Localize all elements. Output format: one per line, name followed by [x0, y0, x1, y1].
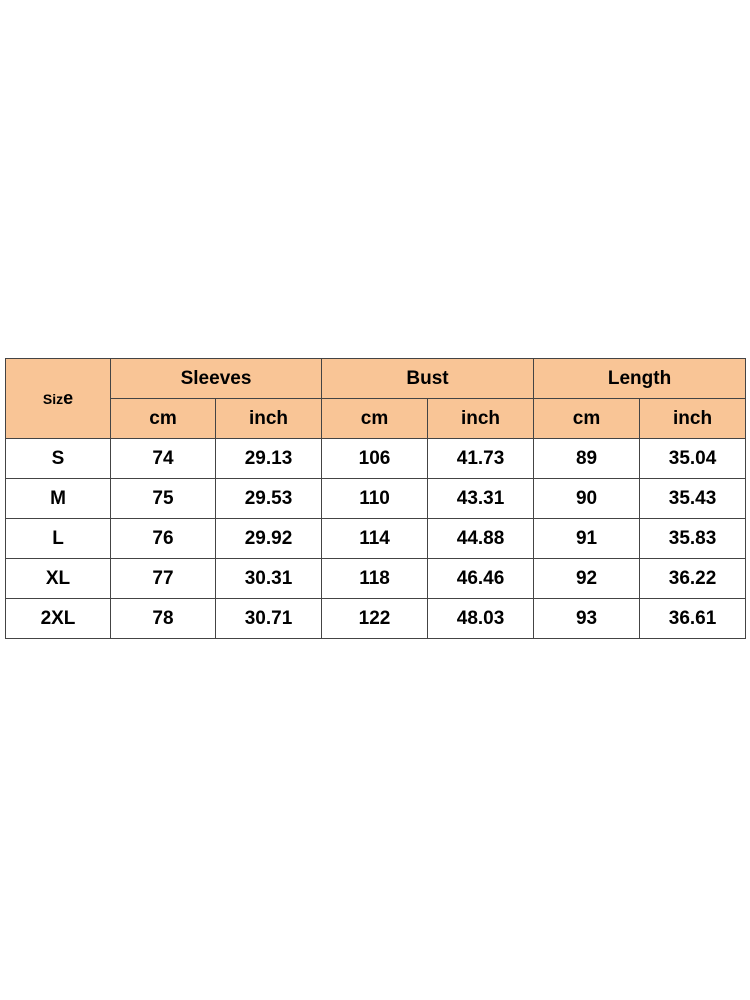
unit-header-sleeves-inch: inch	[216, 399, 322, 439]
size-cell: L	[6, 519, 111, 559]
length-inch-cell: 35.43	[640, 479, 746, 519]
table-body	[6, 439, 746, 639]
unit-header-length-inch: inch	[640, 399, 746, 439]
group-header-bust: Bust	[322, 359, 534, 399]
bust-cm-cell: 110	[322, 479, 428, 519]
bust-cm-cell: 106	[322, 439, 428, 479]
size-cell: 2XL	[6, 599, 111, 639]
table-row	[6, 519, 746, 559]
sleeves-inch-cell: 30.71	[216, 599, 322, 639]
bust-inch-cell: 44.88	[428, 519, 534, 559]
size-header-suffix: e	[63, 388, 74, 408]
bust-inch-cell: 46.46	[428, 559, 534, 599]
size-column-header	[6, 359, 111, 439]
sleeves-inch-cell: 29.92	[216, 519, 322, 559]
sleeves-cm-cell: 77	[111, 559, 216, 599]
length-cm-cell: 91	[534, 519, 640, 559]
length-cm-cell: 90	[534, 479, 640, 519]
sleeves-cm-cell: 75	[111, 479, 216, 519]
header-row-groups	[6, 359, 746, 399]
header-row-units	[6, 399, 746, 439]
unit-header-bust-cm: cm	[322, 399, 428, 439]
size-cell: XL	[6, 559, 111, 599]
length-inch-cell: 36.61	[640, 599, 746, 639]
table-row	[6, 559, 746, 599]
unit-header-sleeves-cm: cm	[111, 399, 216, 439]
bust-cm-cell: 118	[322, 559, 428, 599]
table-row	[6, 479, 746, 519]
size-cell: S	[6, 439, 111, 479]
length-inch-cell: 36.22	[640, 559, 746, 599]
length-cm-cell: 93	[534, 599, 640, 639]
table-header	[6, 359, 746, 439]
length-inch-cell: 35.04	[640, 439, 746, 479]
length-cm-cell: 92	[534, 559, 640, 599]
bust-cm-cell: 114	[322, 519, 428, 559]
sleeves-cm-cell: 74	[111, 439, 216, 479]
bust-inch-cell: 41.73	[428, 439, 534, 479]
sleeves-cm-cell: 78	[111, 599, 216, 639]
bust-cm-cell: 122	[322, 599, 428, 639]
group-header-length: Length	[534, 359, 746, 399]
size-chart-table	[5, 358, 746, 639]
unit-header-bust-inch: inch	[428, 399, 534, 439]
table-row	[6, 439, 746, 479]
group-header-sleeves: Sleeves	[111, 359, 322, 399]
bust-inch-cell: 48.03	[428, 599, 534, 639]
sleeves-cm-cell: 76	[111, 519, 216, 559]
bust-inch-cell: 43.31	[428, 479, 534, 519]
table-row	[6, 599, 746, 639]
length-inch-cell: 35.83	[640, 519, 746, 559]
length-cm-cell: 89	[534, 439, 640, 479]
sleeves-inch-cell: 29.53	[216, 479, 322, 519]
size-header-prefix: Siz	[42, 391, 64, 407]
size-cell: M	[6, 479, 111, 519]
sleeves-inch-cell: 29.13	[216, 439, 322, 479]
unit-header-length-cm: cm	[534, 399, 640, 439]
sleeves-inch-cell: 30.31	[216, 559, 322, 599]
